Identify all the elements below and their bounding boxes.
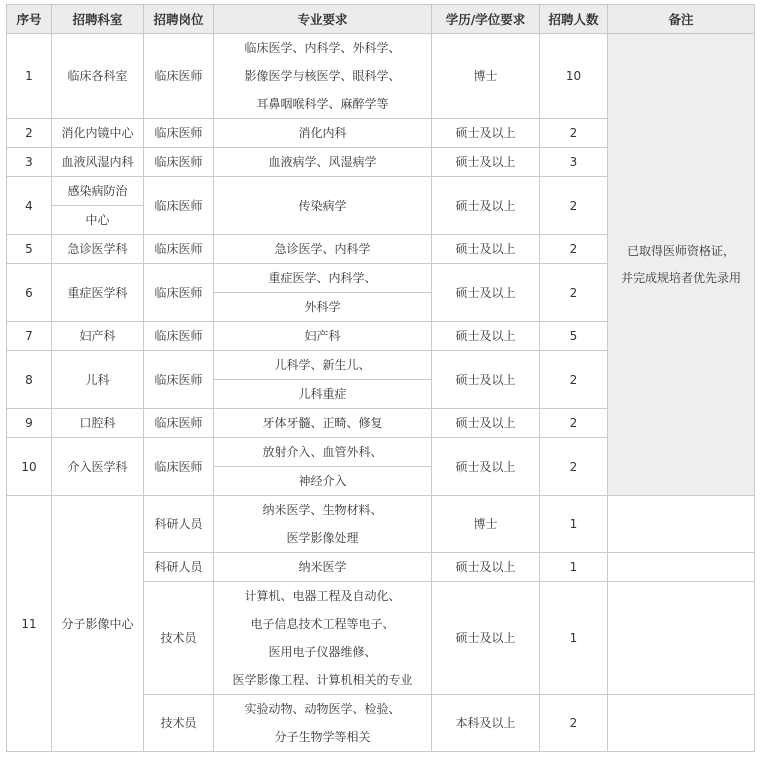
cell-count: 3 bbox=[540, 148, 608, 177]
cell-dept: 感染病防治 bbox=[52, 177, 144, 206]
cell-degree: 硕士及以上 bbox=[432, 351, 540, 409]
cell-count: 2 bbox=[540, 438, 608, 496]
cell-dept: 妇产科 bbox=[52, 322, 144, 351]
header-count: 招聘人数 bbox=[540, 5, 608, 34]
cell-post: 临床医师 bbox=[144, 34, 214, 119]
cell-count: 5 bbox=[540, 322, 608, 351]
cell-post: 临床医师 bbox=[144, 264, 214, 322]
cell-degree: 硕士及以上 bbox=[432, 553, 540, 582]
cell-dept: 分子影像中心 bbox=[52, 496, 144, 752]
cell-major: 血液病学、风湿病学 bbox=[214, 148, 432, 177]
cell-degree: 硕士及以上 bbox=[432, 264, 540, 322]
header-remark: 备注 bbox=[608, 5, 755, 34]
cell-seq: 10 bbox=[7, 438, 52, 496]
remark-line: 并完成规培者优先录用 bbox=[620, 270, 741, 285]
cell-post: 技术员 bbox=[144, 582, 214, 695]
cell-major bbox=[214, 496, 432, 553]
cell-major: 神经介入 bbox=[214, 467, 432, 496]
cell-major: 消化内科 bbox=[214, 119, 432, 148]
cell-degree: 硕士及以上 bbox=[432, 148, 540, 177]
remark-line: 已取得医师资格证， bbox=[626, 243, 735, 258]
cell-major: 儿科重症 bbox=[214, 380, 432, 409]
cell-seq: 11 bbox=[7, 496, 52, 752]
cell-dept: 中心 bbox=[52, 206, 144, 235]
cell-post: 临床医师 bbox=[144, 177, 214, 235]
major-line: 实验动物、动物医学、检验、 bbox=[244, 702, 401, 716]
cell-count: 2 bbox=[540, 264, 608, 322]
cell-degree: 硕士及以上 bbox=[432, 582, 540, 695]
major-line: 医学影像工程、计算机相关的专业 bbox=[232, 673, 413, 687]
header-post: 招聘岗位 bbox=[144, 5, 214, 34]
cell-degree: 硕士及以上 bbox=[432, 177, 540, 235]
cell-remark-empty bbox=[608, 553, 755, 582]
cell-remark-empty bbox=[608, 496, 755, 553]
remark-cell bbox=[608, 34, 755, 496]
header-seq: 序号 bbox=[7, 5, 52, 34]
header-row bbox=[7, 5, 755, 34]
cell-count: 2 bbox=[540, 695, 608, 752]
cell-dept: 口腔科 bbox=[52, 409, 144, 438]
cell-dept: 介入医学科 bbox=[52, 438, 144, 496]
cell-dept: 重症医学科 bbox=[52, 264, 144, 322]
cell-dept: 消化内镜中心 bbox=[52, 119, 144, 148]
recruitment-table bbox=[6, 4, 755, 752]
cell-degree: 本科及以上 bbox=[432, 695, 540, 752]
cell-major: 妇产科 bbox=[214, 322, 432, 351]
cell-count: 10 bbox=[540, 34, 608, 119]
cell-seq: 6 bbox=[7, 264, 52, 322]
cell-count: 2 bbox=[540, 235, 608, 264]
cell-seq: 3 bbox=[7, 148, 52, 177]
header-dept: 招聘科室 bbox=[52, 5, 144, 34]
cell-degree: 硕士及以上 bbox=[432, 409, 540, 438]
cell-major bbox=[214, 695, 432, 752]
cell-seq: 5 bbox=[7, 235, 52, 264]
cell-seq: 9 bbox=[7, 409, 52, 438]
cell-post: 临床医师 bbox=[144, 351, 214, 409]
cell-post: 科研人员 bbox=[144, 553, 214, 582]
cell-major: 重症医学、内科学、 bbox=[214, 264, 432, 293]
cell-remark-empty bbox=[608, 695, 755, 752]
cell-major: 放射介入、血管外科、 bbox=[214, 438, 432, 467]
major-line: 纳米医学、生物材料、 bbox=[262, 503, 383, 517]
cell-count: 2 bbox=[540, 177, 608, 235]
major-line: 影像医学与核医学、眼科学、 bbox=[244, 69, 401, 83]
cell-major bbox=[214, 582, 432, 695]
cell-major: 牙体牙髓、正畸、修复 bbox=[214, 409, 432, 438]
cell-degree: 硕士及以上 bbox=[432, 438, 540, 496]
table-row bbox=[7, 496, 755, 553]
cell-major: 外科学 bbox=[214, 293, 432, 322]
cell-dept: 临床各科室 bbox=[52, 34, 144, 119]
cell-major: 纳米医学 bbox=[214, 553, 432, 582]
cell-count: 1 bbox=[540, 496, 608, 553]
cell-dept: 儿科 bbox=[52, 351, 144, 409]
cell-count: 2 bbox=[540, 119, 608, 148]
major-line: 医学影像处理 bbox=[286, 531, 359, 545]
cell-post: 临床医师 bbox=[144, 148, 214, 177]
cell-major: 儿科学、新生儿、 bbox=[214, 351, 432, 380]
major-line: 医用电子仪器维修、 bbox=[268, 645, 377, 659]
cell-seq: 4 bbox=[7, 177, 52, 235]
cell-count: 2 bbox=[540, 351, 608, 409]
cell-major bbox=[214, 34, 432, 119]
cell-post: 临床医师 bbox=[144, 438, 214, 496]
cell-major: 急诊医学、内科学 bbox=[214, 235, 432, 264]
cell-post: 科研人员 bbox=[144, 496, 214, 553]
cell-seq: 1 bbox=[7, 34, 52, 119]
cell-seq: 7 bbox=[7, 322, 52, 351]
cell-count: 1 bbox=[540, 553, 608, 582]
major-line: 电子信息技术工程等电子、 bbox=[250, 617, 395, 631]
cell-degree: 硕士及以上 bbox=[432, 322, 540, 351]
header-degree: 学历/学位要求 bbox=[432, 5, 540, 34]
major-line: 临床医学、内科学、外科学、 bbox=[244, 41, 401, 55]
cell-post: 临床医师 bbox=[144, 322, 214, 351]
major-line: 分子生物学等相关 bbox=[274, 730, 371, 744]
header-major: 专业要求 bbox=[214, 5, 432, 34]
cell-degree: 博士 bbox=[432, 496, 540, 553]
cell-count: 2 bbox=[540, 409, 608, 438]
cell-degree: 硕士及以上 bbox=[432, 119, 540, 148]
cell-degree: 博士 bbox=[432, 34, 540, 119]
major-line: 计算机、电器工程及自动化、 bbox=[244, 589, 401, 603]
major-line: 耳鼻咽喉科学、麻醉学等 bbox=[256, 97, 389, 111]
cell-dept: 急诊医学科 bbox=[52, 235, 144, 264]
cell-major: 传染病学 bbox=[214, 177, 432, 235]
cell-count: 1 bbox=[540, 582, 608, 695]
table-row bbox=[7, 34, 755, 119]
cell-seq: 2 bbox=[7, 119, 52, 148]
cell-degree: 硕士及以上 bbox=[432, 235, 540, 264]
cell-post: 临床医师 bbox=[144, 409, 214, 438]
cell-post: 技术员 bbox=[144, 695, 214, 752]
cell-remark-empty bbox=[608, 582, 755, 695]
cell-post: 临床医师 bbox=[144, 119, 214, 148]
cell-post: 临床医师 bbox=[144, 235, 214, 264]
cell-seq: 8 bbox=[7, 351, 52, 409]
cell-dept: 血液风湿内科 bbox=[52, 148, 144, 177]
